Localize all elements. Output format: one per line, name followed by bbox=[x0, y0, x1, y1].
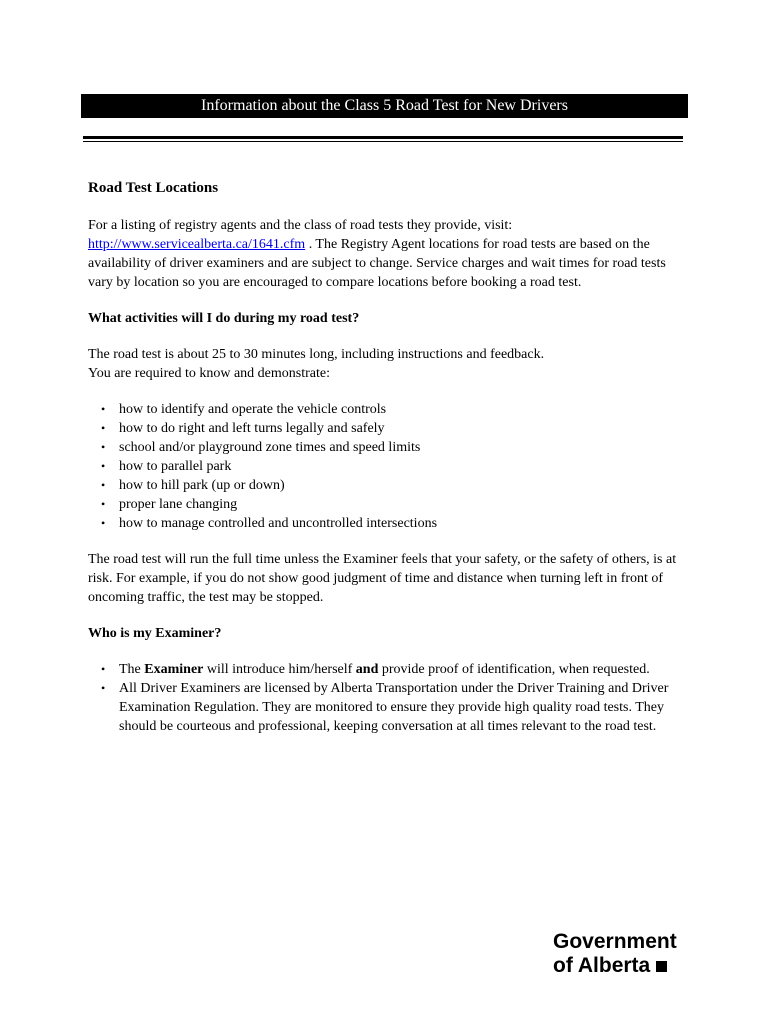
logo-line-2-wrap bbox=[553, 954, 677, 978]
bullet-icon: • bbox=[101, 497, 106, 511]
road-test-full-time-paragraph: The road test will run the full time unless the Examiner feels that your safety, or the safety of others, is at risk. For example, if you do not show good judgment of time and distance when turning left in front of oncoming traffic, the test may be stopped. bbox=[88, 552, 677, 605]
and-bold-text: and bbox=[355, 662, 379, 677]
divider-thin-line bbox=[83, 141, 683, 142]
activities-list bbox=[88, 400, 688, 533]
section-heading-activities: What activities will I do during my road test? bbox=[88, 311, 360, 326]
bullet-icon: • bbox=[101, 662, 106, 676]
bullet-icon: • bbox=[101, 681, 106, 695]
section-heading-examiner: Who is my Examiner? bbox=[88, 626, 222, 641]
list-item: • how to parallel park bbox=[101, 459, 232, 474]
bullet-icon: • bbox=[101, 440, 106, 454]
logo-square-icon bbox=[656, 961, 667, 972]
bullet-icon: • bbox=[101, 402, 106, 416]
road-test-locations-paragraph bbox=[88, 216, 688, 292]
list-item: • how to manage controlled and uncontrolled intersections bbox=[101, 516, 438, 531]
road-test-duration-line: The road test is about 25 to 30 minutes long, including instructions and feedback. bbox=[88, 347, 545, 362]
list-item: • All Driver Examiners are licensed by Alberta Transportation under the Driver Training and Driver Examination Regulation. They are monitored to ensure they provide high quality road tests. They should be courteous and professional, keeping conversation at all times relevant to the road test. bbox=[101, 681, 669, 734]
bullet-icon: • bbox=[101, 421, 106, 435]
list-item: • school and/or playground zone times and speed limits bbox=[101, 440, 421, 455]
bullet-icon: • bbox=[101, 459, 106, 473]
demonstrate-intro-line: You are required to know and demonstrate: bbox=[88, 366, 330, 381]
logo-line-2: of Alberta bbox=[553, 954, 651, 977]
section-heading-road-test-locations: Road Test Locations bbox=[88, 180, 219, 196]
document-title-bar bbox=[81, 94, 688, 118]
list-item: • The Examiner will introduce him/herself and provide proof of identification, when requested. bbox=[101, 662, 650, 677]
header-divider bbox=[83, 136, 683, 142]
logo-line-1: Government bbox=[553, 930, 677, 953]
list-item: • proper lane changing bbox=[101, 497, 238, 512]
list-item: • how to do right and left turns legally and safely bbox=[101, 421, 385, 436]
list-item: • how to hill park (up or down) bbox=[101, 478, 285, 493]
examiner-list bbox=[88, 660, 688, 736]
list-item: • how to identify and operate the vehicle controls bbox=[101, 402, 387, 417]
divider-thick-line bbox=[83, 136, 683, 139]
document-body bbox=[88, 178, 688, 736]
bullet-icon: • bbox=[101, 516, 106, 530]
bullet-icon: • bbox=[101, 478, 106, 492]
document-title: Information about the Class 5 Road Test for New Drivers bbox=[201, 97, 568, 114]
locations-intro-suffix: . The Registry Agent locations for road tests are based on the availability of driver examiners and are subject to change. Service charges and wait times for road tests vary by location so you are encouraged to compare locations before booking a road test. bbox=[88, 237, 666, 290]
servicealberta-link[interactable]: http://www.servicealberta.ca/1641.cfm bbox=[88, 237, 306, 252]
government-of-alberta-logo bbox=[553, 930, 677, 978]
locations-intro-text: For a listing of registry agents and the class of road tests they provide, visit: bbox=[88, 218, 513, 233]
examiner-bold-text: Examiner bbox=[144, 662, 204, 677]
